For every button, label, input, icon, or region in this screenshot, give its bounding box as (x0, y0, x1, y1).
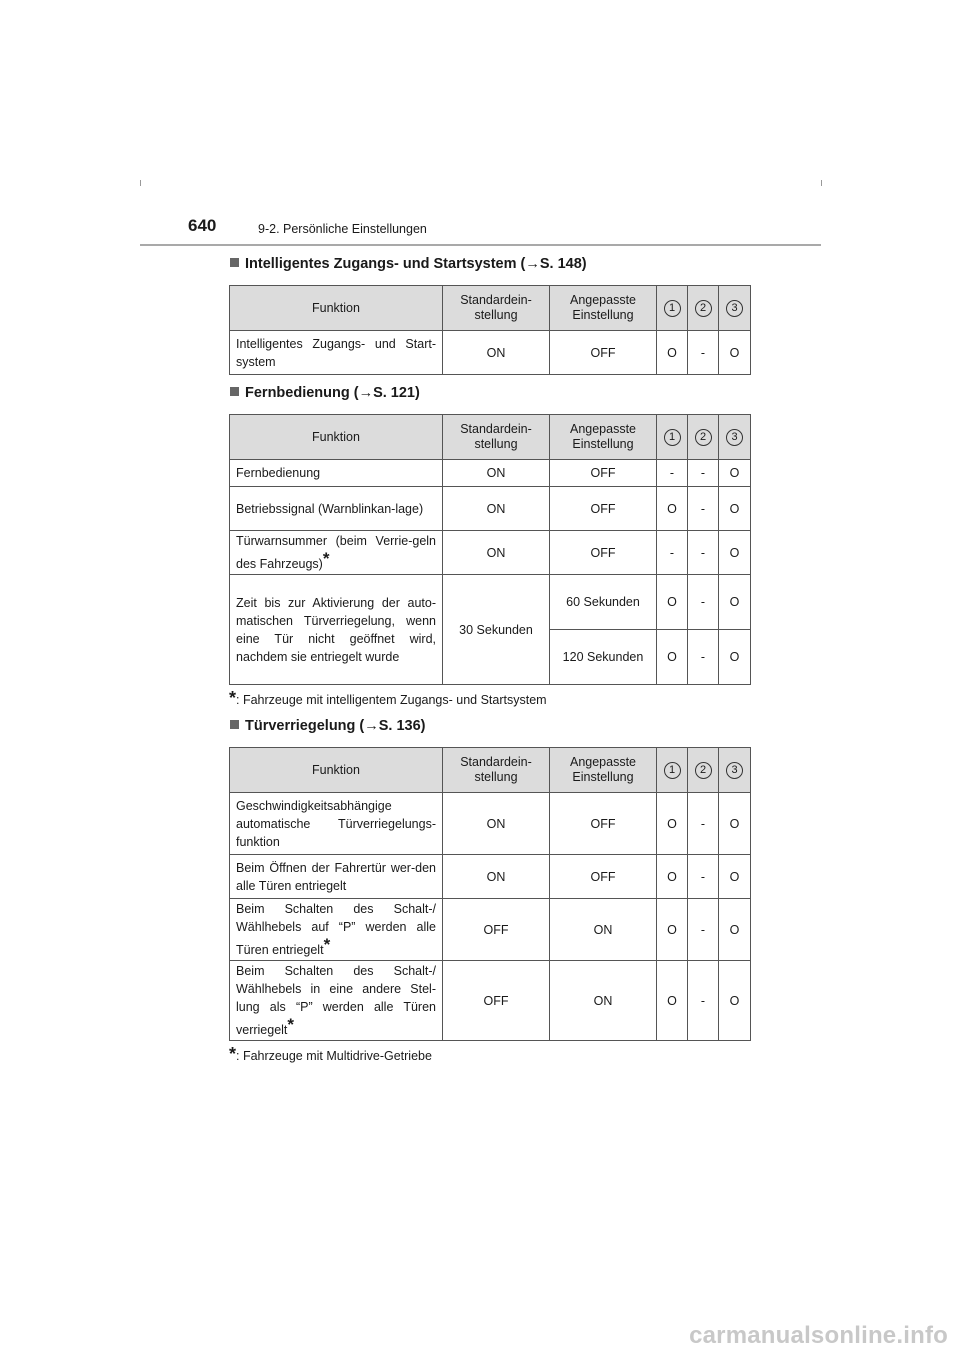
table-row: 120 Sekunden O - O (230, 630, 751, 685)
crop-mark-right (821, 180, 822, 186)
circled-2-icon: 2 (695, 429, 712, 446)
table-header-row (230, 748, 751, 793)
circled-3-icon: 3 (726, 429, 743, 446)
table-row: Zeit bis zur Aktivierung der auto-matischen Türverriegelung, wenn eine Tür nicht geöffnet wird, nachdem sie entriegelt wurde 30 Sekunden 60 Sekunden O - O (230, 575, 751, 630)
footnote-star: * (322, 549, 330, 568)
footnote-star: * (323, 935, 331, 954)
circled-1-icon: 1 (664, 429, 681, 446)
chapter-title: 9-2. Persönliche Einstellungen (258, 222, 427, 236)
circled-3-icon: 3 (726, 762, 743, 779)
header-standard: Standardein-stellung (443, 415, 550, 460)
table-header-row (230, 415, 751, 460)
header-funktion: Funktion (230, 748, 443, 793)
watermark-logo: carmanualsonline.info (689, 1322, 948, 1349)
circled-1-icon: 1 (664, 762, 681, 779)
header-rule (140, 244, 821, 246)
table-row: Fernbedienung ON OFF - - O (230, 460, 751, 487)
table-remote (229, 414, 751, 685)
header-funktion: Funktion (230, 415, 443, 460)
circled-1-icon: 1 (664, 300, 681, 317)
table-row: Türwarnsummer (beim Verrie-geln des Fahrzeugs)* ON OFF - - O (230, 531, 751, 575)
table-row: Beim Öffnen der Fahrertür wer-den alle Türen entriegelt ON OFF O - O (230, 855, 751, 899)
square-bullet-icon (230, 720, 239, 729)
footnote-star: * (287, 1015, 295, 1034)
table-door-lock (229, 747, 751, 1041)
circled-2-icon: 2 (695, 300, 712, 317)
circled-2-icon: 2 (695, 762, 712, 779)
header-angepasst: Angepasste Einstellung (550, 415, 657, 460)
table-header-row (230, 286, 751, 331)
header-standard: Standardein-stellung (443, 748, 550, 793)
header-standard: Standardein-stellung (443, 286, 550, 331)
square-bullet-icon (230, 387, 239, 396)
section-title-smart-key: Intelligentes Zugangs- und Startsystem (→S. 148) (230, 256, 587, 272)
table-row: Geschwindigkeitsabhängige automatische Türverriegelungs-funktion ON OFF O - O (230, 793, 751, 855)
footnote-door-lock: *: Fahrzeuge mit Multidrive-Getriebe (229, 1044, 432, 1064)
crop-mark-left (140, 180, 141, 186)
page-number: 640 (188, 216, 217, 235)
circled-3-icon: 3 (726, 300, 743, 317)
table-row: Beim Schalten des Schalt-/ Wählhebels in eine andere Stel-lung als “P” werden alle Türen verriegelt* OFF ON O - O (230, 961, 751, 1041)
table-row: Beim Schalten des Schalt-/ Wählhebels auf “P” werden alle Türen entriegelt* OFF ON O - O (230, 899, 751, 961)
header-funktion: Funktion (230, 286, 443, 331)
header-angepasst: Angepasste Einstellung (550, 286, 657, 331)
footnote-remote: *: Fahrzeuge mit intelligentem Zugangs- und Startsystem (229, 688, 547, 708)
table-row: Intelligentes Zugangs- und Start-system ON OFF O - O (230, 331, 751, 375)
section-title-door-lock: Türverriegelung (→S. 136) (230, 718, 426, 734)
table-row: Betriebssignal (Warnblinkan-lage) ON OFF O - O (230, 487, 751, 531)
section-title-remote: Fernbedienung (→S. 121) (230, 385, 420, 401)
header-angepasst: Angepasste Einstellung (550, 748, 657, 793)
square-bullet-icon (230, 258, 239, 267)
table-smart-key (229, 285, 751, 375)
